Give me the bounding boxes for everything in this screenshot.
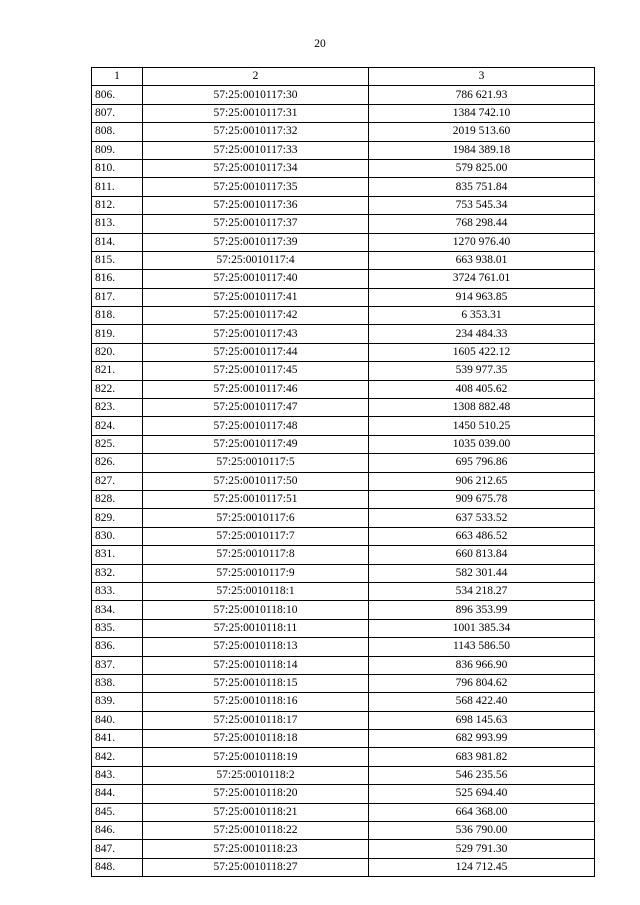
cadastral-value-cell: 906 212.65 — [369, 472, 595, 490]
row-number-cell: 831. — [92, 546, 143, 564]
table-row — [92, 711, 595, 729]
table-row — [92, 233, 595, 251]
row-number-cell: 846. — [92, 822, 143, 840]
cadastral-value-cell: 579 825.00 — [369, 159, 595, 177]
table-row — [92, 380, 595, 398]
cadastral-value-cell: 698 145.63 — [369, 711, 595, 729]
row-number-cell: 841. — [92, 730, 143, 748]
cadastral-value-cell: 234 484.33 — [369, 325, 595, 343]
table-row — [92, 619, 595, 637]
table-row — [92, 159, 595, 177]
cadastral-number-cell: 57:25:0010118:10 — [143, 601, 369, 619]
table-row — [92, 104, 595, 122]
row-number-cell: 832. — [92, 564, 143, 582]
row-number-cell: 835. — [92, 619, 143, 637]
cadastral-number-cell: 57:25:0010117:41 — [143, 288, 369, 306]
row-number-cell: 807. — [92, 104, 143, 122]
header-cell-3: 3 — [369, 68, 595, 86]
row-number-cell: 828. — [92, 490, 143, 508]
table-row — [92, 564, 595, 582]
cadastral-value-cell: 896 353.99 — [369, 601, 595, 619]
table-row — [92, 582, 595, 600]
table-row — [92, 527, 595, 545]
row-number-cell: 826. — [92, 454, 143, 472]
row-number-cell: 848. — [92, 858, 143, 876]
cadastral-value-cell: 1984 389.18 — [369, 141, 595, 159]
cadastral-number-cell: 57:25:0010118:13 — [143, 638, 369, 656]
cadastral-number-cell: 57:25:0010118:17 — [143, 711, 369, 729]
row-number-cell: 836. — [92, 638, 143, 656]
cadastral-value-cell: 529 791.30 — [369, 840, 595, 858]
cadastral-number-cell: 57:25:0010117:47 — [143, 399, 369, 417]
row-number-cell: 823. — [92, 399, 143, 417]
table-row — [92, 674, 595, 692]
table-row — [92, 638, 595, 656]
cadastral-number-cell: 57:25:0010117:37 — [143, 215, 369, 233]
row-number-cell: 820. — [92, 343, 143, 361]
cadastral-number-cell: 57:25:0010118:14 — [143, 656, 369, 674]
cadastral-value-cell: 664 368.00 — [369, 803, 595, 821]
cadastral-number-cell: 57:25:0010117:32 — [143, 123, 369, 141]
table-row — [92, 785, 595, 803]
cadastral-value-cell: 682 993.99 — [369, 730, 595, 748]
table-row — [92, 803, 595, 821]
row-number-cell: 844. — [92, 785, 143, 803]
cadastral-value-cell: 582 301.44 — [369, 564, 595, 582]
row-number-cell: 812. — [92, 196, 143, 214]
cadastral-number-cell: 57:25:0010118:1 — [143, 582, 369, 600]
table-row — [92, 858, 595, 876]
row-number-cell: 825. — [92, 435, 143, 453]
table-row — [92, 141, 595, 159]
cadastral-number-cell: 57:25:0010118:21 — [143, 803, 369, 821]
cadastral-number-cell: 57:25:0010118:27 — [143, 858, 369, 876]
table-row — [92, 399, 595, 417]
cadastral-number-cell: 57:25:0010117:30 — [143, 86, 369, 104]
cadastral-value-cell: 1605 422.12 — [369, 343, 595, 361]
row-number-cell: 813. — [92, 215, 143, 233]
cadastral-value-cell: 124 712.45 — [369, 858, 595, 876]
row-number-cell: 827. — [92, 472, 143, 490]
row-number-cell: 829. — [92, 509, 143, 527]
cadastral-value-cell: 1143 586.50 — [369, 638, 595, 656]
row-number-cell: 818. — [92, 307, 143, 325]
table-row — [92, 730, 595, 748]
table-row — [92, 509, 595, 527]
row-number-cell: 838. — [92, 674, 143, 692]
cadastral-number-cell: 57:25:0010118:18 — [143, 730, 369, 748]
cadastral-number-cell: 57:25:0010118:15 — [143, 674, 369, 692]
cadastral-value-cell: 786 621.93 — [369, 86, 595, 104]
row-number-cell: 824. — [92, 417, 143, 435]
table-row — [92, 178, 595, 196]
table-row — [92, 766, 595, 784]
cadastral-number-cell: 57:25:0010118:19 — [143, 748, 369, 766]
cadastral-value-cell: 695 796.86 — [369, 454, 595, 472]
cadastral-number-cell: 57:25:0010117:5 — [143, 454, 369, 472]
cadastral-number-cell: 57:25:0010117:4 — [143, 251, 369, 269]
row-number-cell: 817. — [92, 288, 143, 306]
table-row — [92, 601, 595, 619]
cadastral-value-table — [91, 67, 595, 877]
row-number-cell: 830. — [92, 527, 143, 545]
row-number-cell: 806. — [92, 86, 143, 104]
table-body — [92, 86, 595, 877]
cadastral-number-cell: 57:25:0010117:34 — [143, 159, 369, 177]
cadastral-value-cell: 546 235.56 — [369, 766, 595, 784]
cadastral-value-cell: 683 981.82 — [369, 748, 595, 766]
row-number-cell: 808. — [92, 123, 143, 141]
cadastral-number-cell: 57:25:0010117:8 — [143, 546, 369, 564]
cadastral-value-cell: 663 486.52 — [369, 527, 595, 545]
row-number-cell: 810. — [92, 159, 143, 177]
table-row — [92, 546, 595, 564]
table-row — [92, 325, 595, 343]
cadastral-value-cell: 1270 976.40 — [369, 233, 595, 251]
cadastral-number-cell: 57:25:0010117:42 — [143, 307, 369, 325]
cadastral-number-cell: 57:25:0010117:35 — [143, 178, 369, 196]
cadastral-value-cell: 536 790.00 — [369, 822, 595, 840]
table-header — [92, 68, 595, 86]
table-row — [92, 343, 595, 361]
cadastral-number-cell: 57:25:0010117:40 — [143, 270, 369, 288]
cadastral-number-cell: 57:25:0010118:16 — [143, 693, 369, 711]
cadastral-value-cell: 2019 513.60 — [369, 123, 595, 141]
cadastral-number-cell: 57:25:0010117:31 — [143, 104, 369, 122]
cadastral-value-cell: 660 813.84 — [369, 546, 595, 564]
cadastral-number-cell: 57:25:0010118:20 — [143, 785, 369, 803]
cadastral-number-cell: 57:25:0010117:44 — [143, 343, 369, 361]
row-number-cell: 843. — [92, 766, 143, 784]
cadastral-number-cell: 57:25:0010117:9 — [143, 564, 369, 582]
table-row — [92, 86, 595, 104]
row-number-cell: 809. — [92, 141, 143, 159]
row-number-cell: 819. — [92, 325, 143, 343]
cadastral-value-cell: 914 963.85 — [369, 288, 595, 306]
cadastral-value-cell: 408 405.62 — [369, 380, 595, 398]
page-number: 20 — [314, 38, 326, 50]
table-row — [92, 472, 595, 490]
row-number-cell: 822. — [92, 380, 143, 398]
cadastral-value-cell: 768 298.44 — [369, 215, 595, 233]
row-number-cell: 837. — [92, 656, 143, 674]
row-number-cell: 842. — [92, 748, 143, 766]
table-row — [92, 656, 595, 674]
row-number-cell: 845. — [92, 803, 143, 821]
row-number-cell: 840. — [92, 711, 143, 729]
table-row — [92, 251, 595, 269]
cadastral-number-cell: 57:25:0010117:46 — [143, 380, 369, 398]
header-cell-2: 2 — [143, 68, 369, 86]
cadastral-number-cell: 57:25:0010118:22 — [143, 822, 369, 840]
table-row — [92, 196, 595, 214]
cadastral-value-cell: 796 804.62 — [369, 674, 595, 692]
cadastral-number-cell: 57:25:0010117:50 — [143, 472, 369, 490]
cadastral-value-cell: 1308 882.48 — [369, 399, 595, 417]
table-row — [92, 288, 595, 306]
table-row — [92, 215, 595, 233]
row-number-cell: 839. — [92, 693, 143, 711]
cadastral-number-cell: 57:25:0010117:45 — [143, 362, 369, 380]
table-row — [92, 840, 595, 858]
row-number-cell: 815. — [92, 251, 143, 269]
cadastral-number-cell: 57:25:0010118:2 — [143, 766, 369, 784]
table-row — [92, 123, 595, 141]
cadastral-value-cell: 836 966.90 — [369, 656, 595, 674]
cadastral-number-cell: 57:25:0010117:43 — [143, 325, 369, 343]
table-row — [92, 454, 595, 472]
cadastral-value-cell: 1035 039.00 — [369, 435, 595, 453]
row-number-cell: 834. — [92, 601, 143, 619]
cadastral-value-cell: 835 751.84 — [369, 178, 595, 196]
table-row — [92, 270, 595, 288]
cadastral-value-cell: 534 218.27 — [369, 582, 595, 600]
cadastral-value-cell: 6 353.31 — [369, 307, 595, 325]
cadastral-value-cell: 3724 761.01 — [369, 270, 595, 288]
cadastral-number-cell: 57:25:0010117:48 — [143, 417, 369, 435]
table-row — [92, 362, 595, 380]
table-row — [92, 307, 595, 325]
cadastral-number-cell: 57:25:0010118:11 — [143, 619, 369, 637]
cadastral-number-cell: 57:25:0010117:39 — [143, 233, 369, 251]
cadastral-value-cell: 637 533.52 — [369, 509, 595, 527]
table-row — [92, 417, 595, 435]
cadastral-value-cell: 1450 510.25 — [369, 417, 595, 435]
cadastral-value-cell: 1001 385.34 — [369, 619, 595, 637]
cadastral-value-cell: 753 545.34 — [369, 196, 595, 214]
header-cell-1: 1 — [92, 68, 143, 86]
cadastral-value-cell: 663 938.01 — [369, 251, 595, 269]
cadastral-number-cell: 57:25:0010117:49 — [143, 435, 369, 453]
header-row — [92, 68, 595, 86]
row-number-cell: 821. — [92, 362, 143, 380]
cadastral-value-cell: 525 694.40 — [369, 785, 595, 803]
cadastral-value-cell: 1384 742.10 — [369, 104, 595, 122]
table-row — [92, 748, 595, 766]
cadastral-number-cell: 57:25:0010118:23 — [143, 840, 369, 858]
table-row — [92, 822, 595, 840]
cadastral-number-cell: 57:25:0010117:36 — [143, 196, 369, 214]
row-number-cell: 816. — [92, 270, 143, 288]
row-number-cell: 811. — [92, 178, 143, 196]
row-number-cell: 847. — [92, 840, 143, 858]
cadastral-number-cell: 57:25:0010117:51 — [143, 490, 369, 508]
row-number-cell: 833. — [92, 582, 143, 600]
table-row — [92, 693, 595, 711]
table-row — [92, 435, 595, 453]
cadastral-number-cell: 57:25:0010117:33 — [143, 141, 369, 159]
cadastral-number-cell: 57:25:0010117:6 — [143, 509, 369, 527]
cadastral-value-cell: 539 977.35 — [369, 362, 595, 380]
cadastral-number-cell: 57:25:0010117:7 — [143, 527, 369, 545]
cadastral-value-cell: 568 422.40 — [369, 693, 595, 711]
row-number-cell: 814. — [92, 233, 143, 251]
cadastral-value-cell: 909 675.78 — [369, 490, 595, 508]
table-row — [92, 490, 595, 508]
